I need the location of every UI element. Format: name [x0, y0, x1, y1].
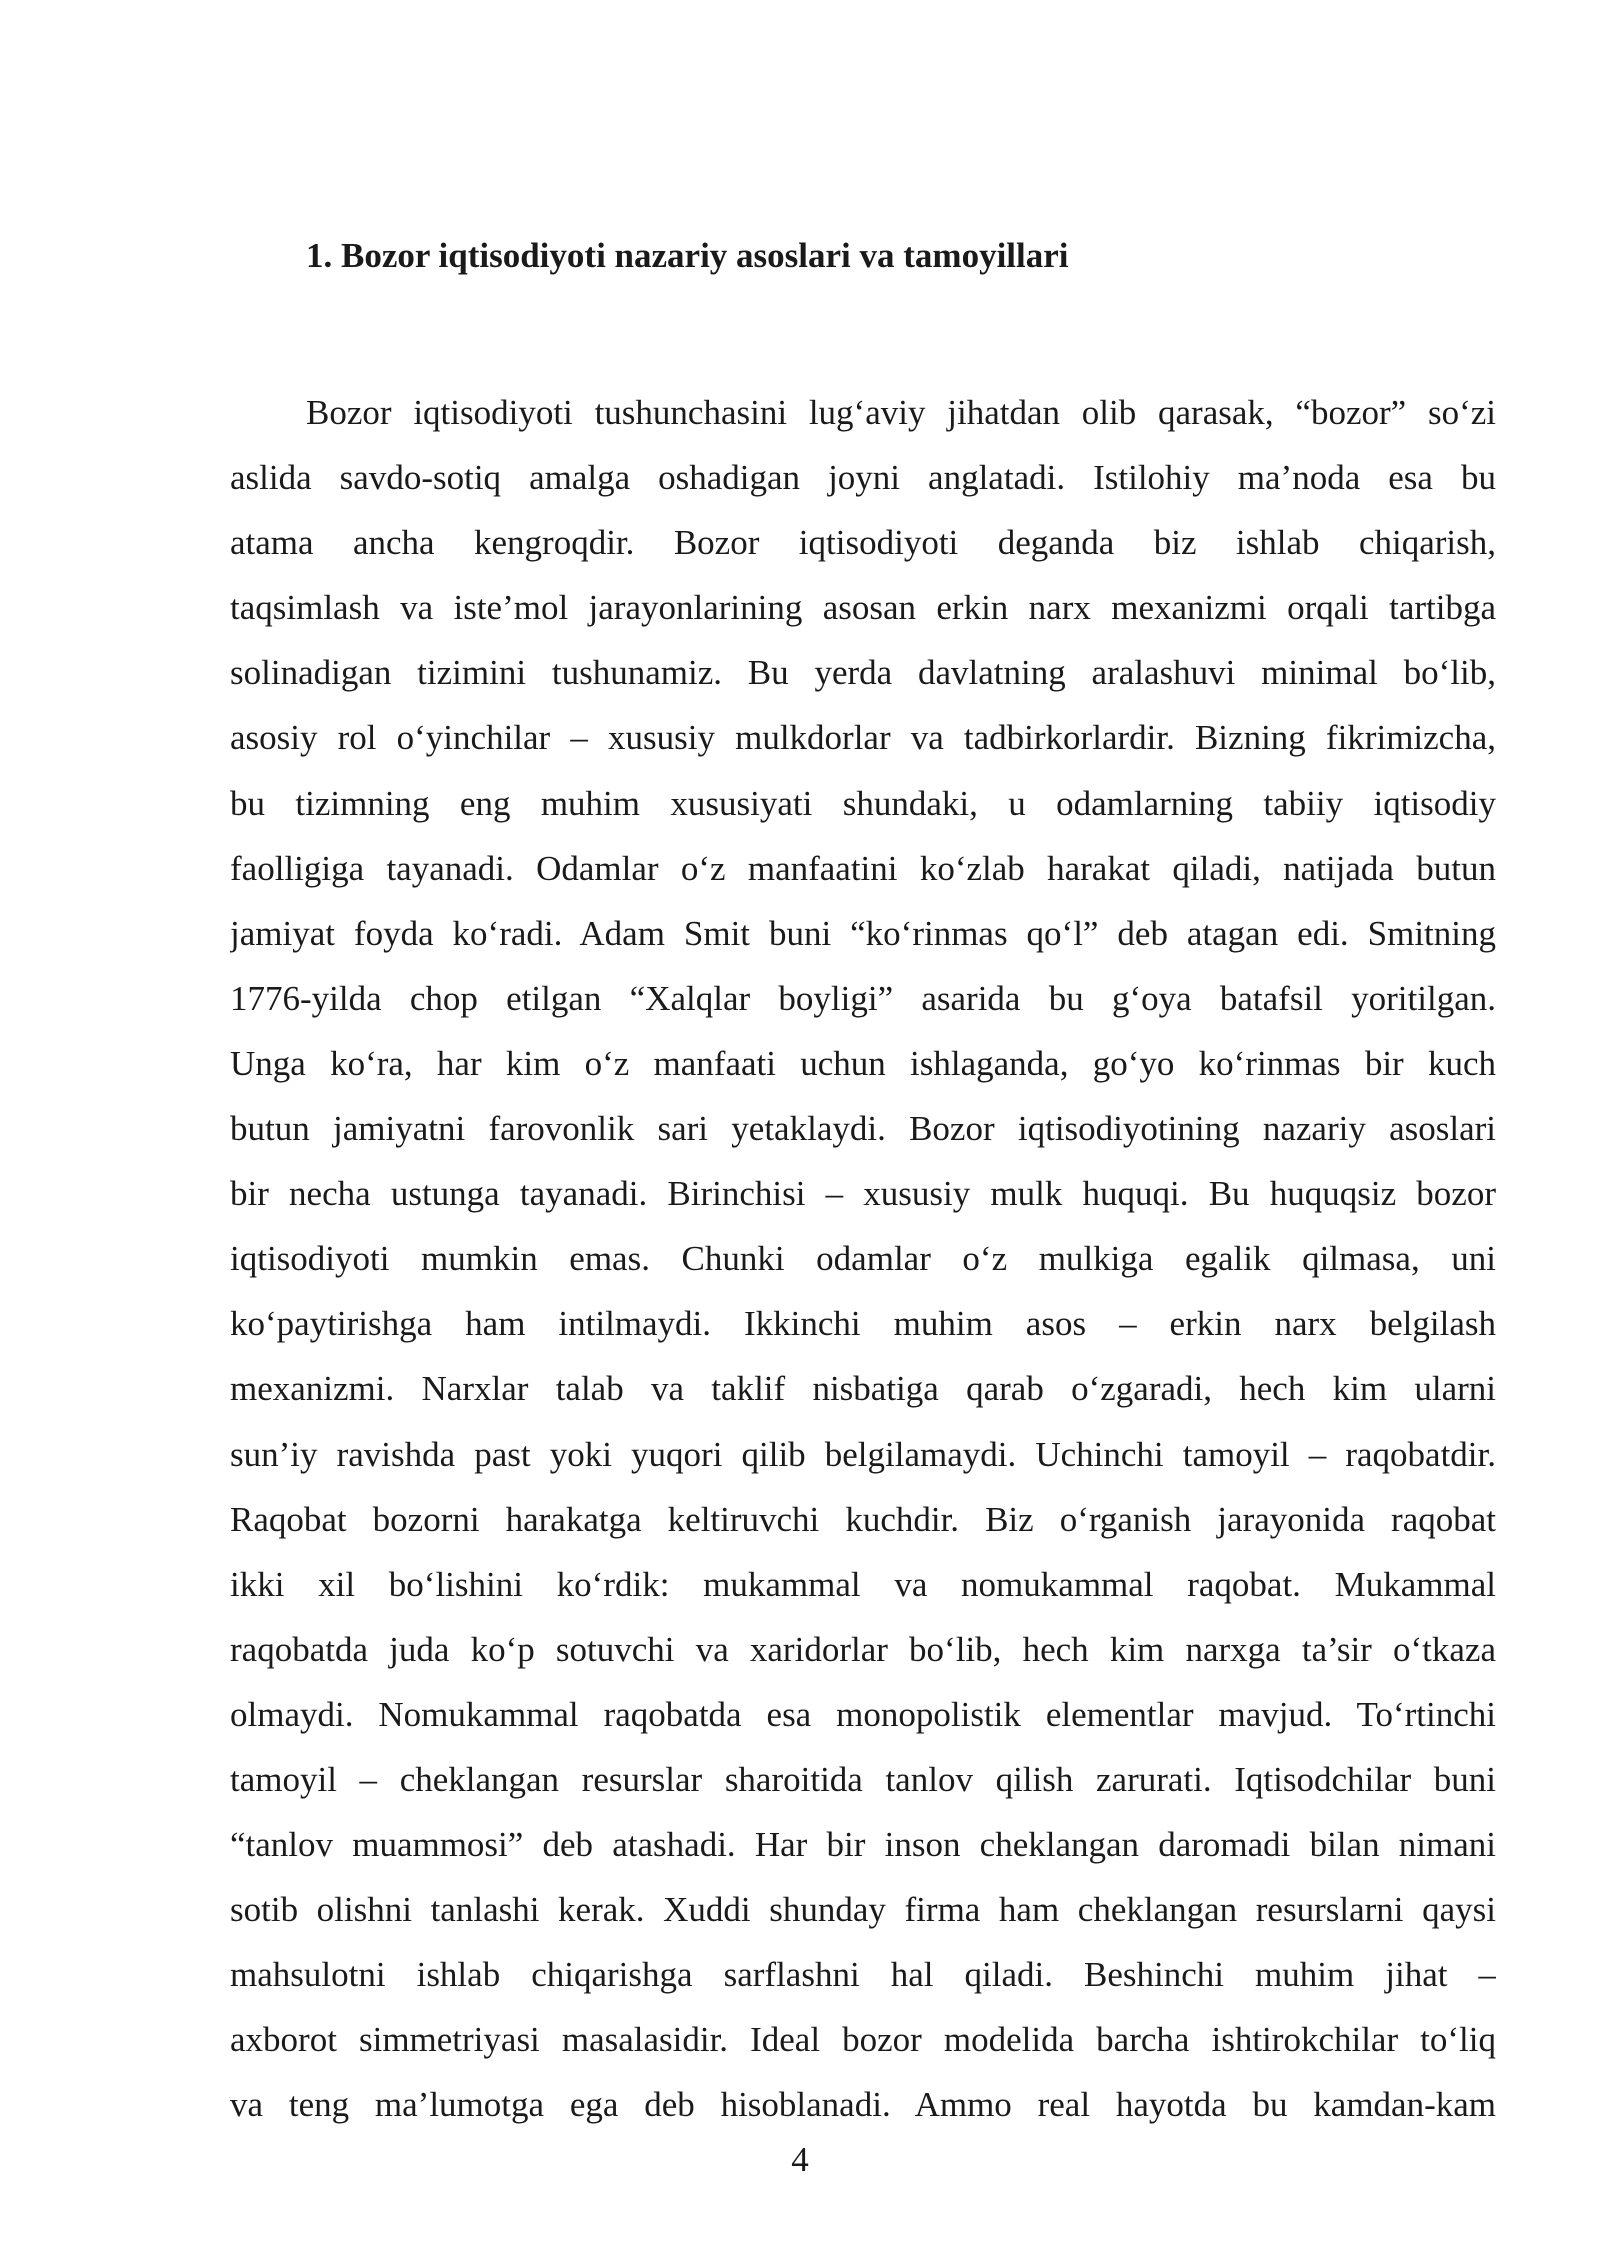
paragraph-line: tamoyil – cheklangan resurslar sharoitida tanlov qilish zarurati. Iqtisodchilar buni: [230, 1759, 1496, 1799]
paragraph-line: olmaydi. Nomukammal raqobatda esa monopolistik elementlar mavjud. To‘rtinchi: [230, 1694, 1496, 1734]
section-heading: 1. Bozor iqtisodiyoti nazariy asoslari va tamoyillari: [306, 236, 1069, 275]
page-number: 4: [791, 2140, 809, 2179]
paragraph-line: 1776-yilda chop etilgan “Xalqlar boyligi” asarida bu g‘oya batafsil yoritilgan.: [230, 978, 1496, 1018]
paragraph-line: sotib olishni tanlashi kerak. Xuddi shunday firma ham cheklangan resurslarni qaysi: [230, 1890, 1496, 1930]
paragraph-line: jamiyat foyda ko‘radi. Adam Smit buni “ko‘rinmas qo‘l” deb atagan edi. Smitning: [230, 913, 1496, 953]
paragraph-line: Bozor iqtisodiyoti tushunchasini lug‘aviy jihatdan olib qarasak, “bozor” so‘zi: [306, 393, 1496, 432]
paragraph-line: raqobatda juda ko‘p sotuvchi va xaridorlar bo‘lib, hech kim narxga ta’sir o‘tkaza: [230, 1629, 1496, 1669]
paragraph-line: axborot simmetriyasi masalasidir. Ideal bozor modelida barcha ishtirokchilar to‘liq: [230, 2020, 1496, 2060]
body-paragraph: [230, 380, 1496, 2138]
paragraph-line: bir necha ustunga tayanadi. Birinchisi – xususiy mulk huquqi. Bu huquqsiz bozor: [230, 1174, 1496, 1214]
paragraph-line: ikki xil bo‘lishini ko‘rdik: mukammal va nomukammal raqobat. Mukammal: [230, 1564, 1496, 1604]
paragraph-line: sun’iy ravishda past yoki yuqori qilib belgilamaydi. Uchinchi tamoyil – raqobatdir.: [230, 1434, 1496, 1474]
paragraph-line: va teng ma’lumotga ega deb hisoblanadi. Ammo real hayotda bu kamdan-kam: [230, 2085, 1496, 2125]
paragraph-line: iqtisodiyoti mumkin emas. Chunki odamlar o‘z mulkiga egalik qilmasa, uni: [230, 1239, 1496, 1279]
paragraph-line: mahsulotni ishlab chiqarishga sarflashni hal qiladi. Beshinchi muhim jihat –: [230, 1955, 1496, 1995]
paragraph-line: asosiy rol o‘yinchilar – xususiy mulkdorlar va tadbirkorlardir. Bizning fikrimizcha,: [230, 718, 1496, 758]
paragraph-line: Unga ko‘ra, har kim o‘z manfaati uchun ishlaganda, go‘yo ko‘rinmas bir kuch: [230, 1043, 1496, 1083]
paragraph-line: butun jamiyatni farovonlik sari yetaklaydi. Bozor iqtisodiyotining nazariy asoslari: [230, 1109, 1496, 1149]
paragraph-line: Raqobat bozorni harakatga keltiruvchi kuchdir. Biz o‘rganish jarayonida raqobat: [230, 1499, 1496, 1539]
paragraph-line: taqsimlash va iste’mol jarayonlarining asosan erkin narx mexanizmi orqali tartibga: [230, 588, 1496, 628]
paragraph-line: “tanlov muammosi” deb atashadi. Har bir inson cheklangan daromadi bilan nimani: [230, 1825, 1496, 1865]
paragraph-line: bu tizimning eng muhim xususiyati shundaki, u odamlarning tabiiy iqtisodiy: [230, 783, 1496, 823]
paragraph-line: faolligiga tayanadi. Odamlar o‘z manfaatini ko‘zlab harakat qiladi, natijada butun: [230, 848, 1496, 888]
paragraph-line: atama ancha kengroqdir. Bozor iqtisodiyoti deganda biz ishlab chiqarish,: [230, 523, 1496, 563]
paragraph-line: aslida savdo-sotiq amalga oshadigan joyni anglatadi. Istilohiy ma’noda esa bu: [230, 458, 1496, 498]
paragraph-line: ko‘paytirishga ham intilmaydi. Ikkinchi muhim asos – erkin narx belgilash: [230, 1304, 1496, 1344]
paragraph-line: mexanizmi. Narxlar talab va taklif nisbatiga qarab o‘zgaradi, hech kim ularni: [230, 1369, 1496, 1409]
paragraph-line: solinadigan tizimini tushunamiz. Bu yerda davlatning aralashuvi minimal bo‘lib,: [230, 653, 1496, 693]
